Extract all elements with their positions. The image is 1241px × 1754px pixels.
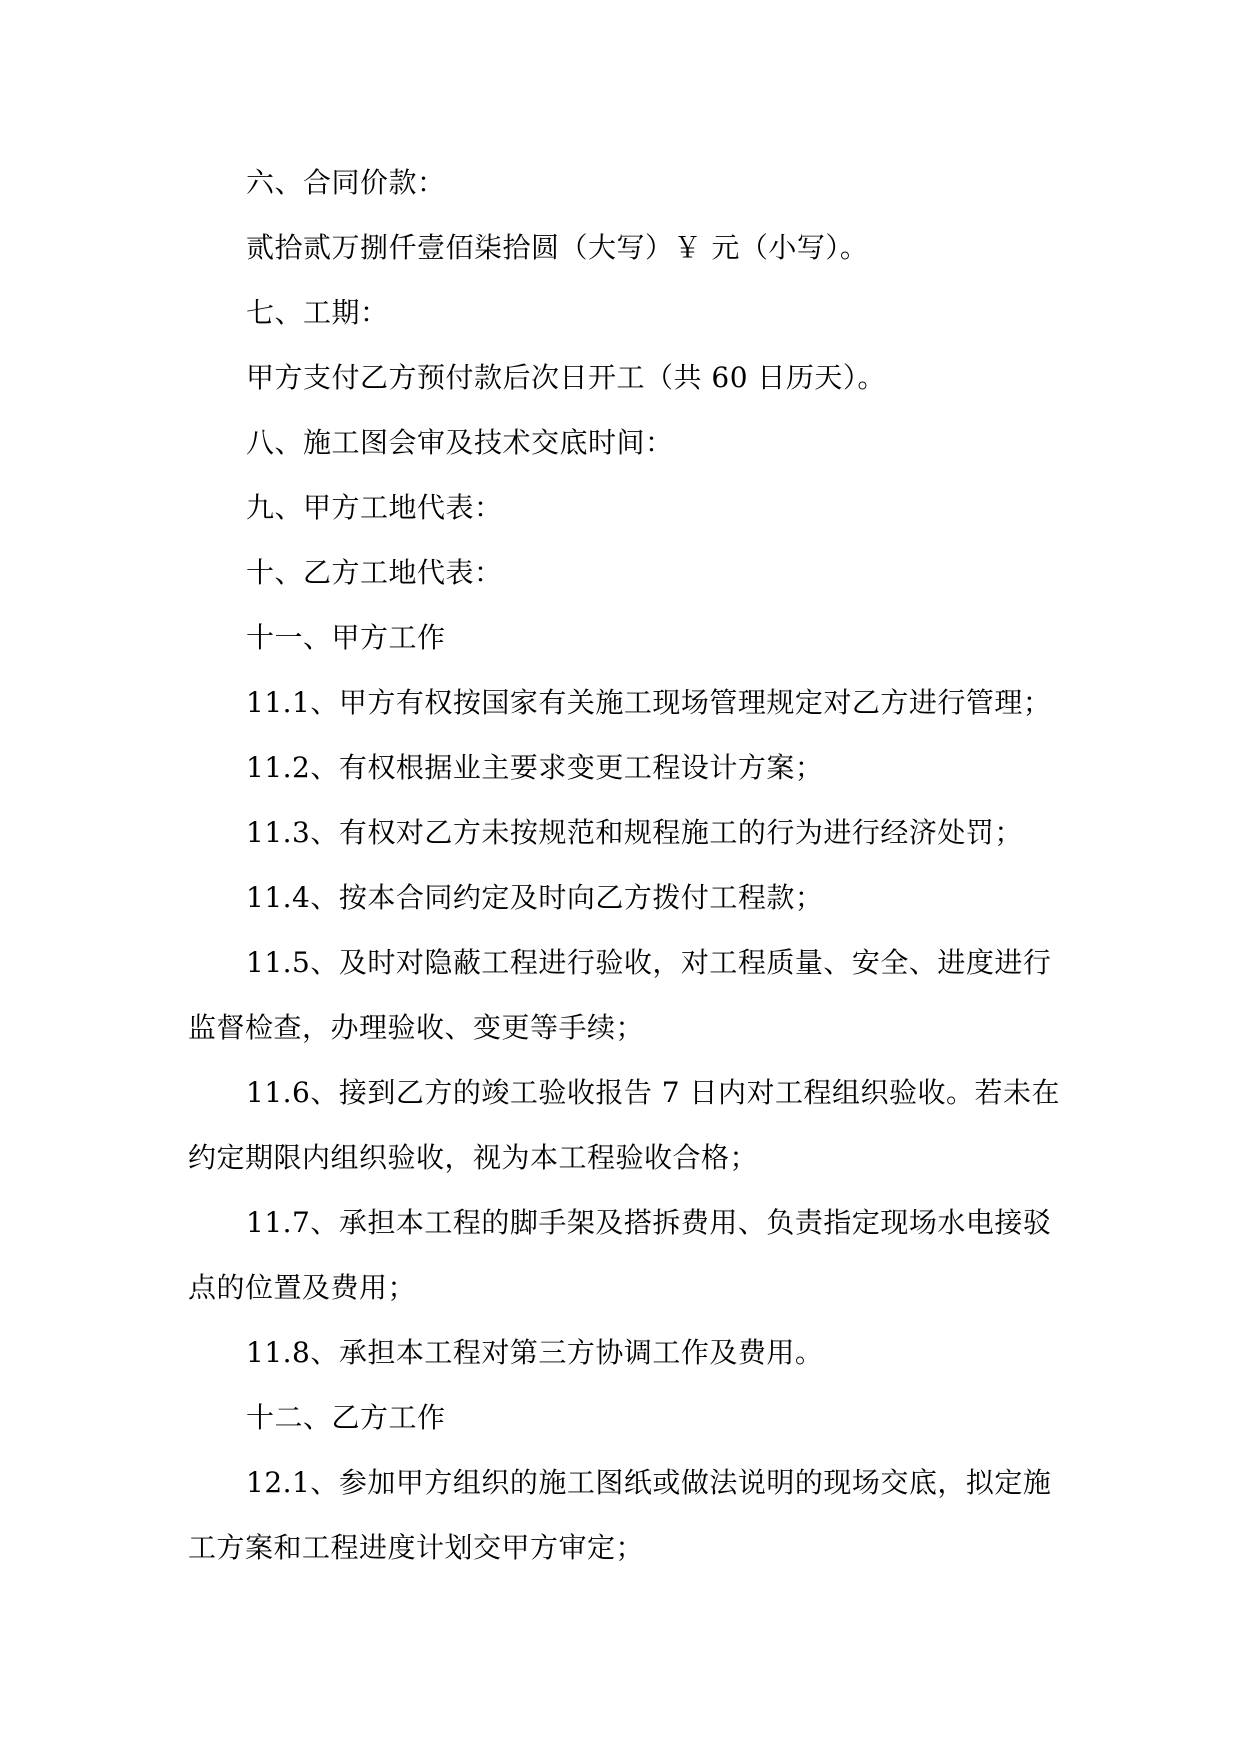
- section-heading-duration: 七、工期：: [246, 296, 389, 329]
- section-heading-drawing-review: 八、施工图会审及技术交底时间：: [246, 426, 674, 459]
- section-heading-party-b-work: 十二、乙方工作: [246, 1401, 446, 1434]
- clause-11-6-continued: 约定期限内组织验收，视为本工程验收合格；: [188, 1141, 759, 1174]
- clause-11-2: 11.2、有权根据业主要求变更工程设计方案；: [246, 751, 824, 784]
- clause-11-4: 11.4、按本合同约定及时向乙方拨付工程款；: [246, 881, 824, 914]
- duration-text: 甲方支付乙方预付款后次日开工（共 60 日历天）。: [246, 361, 886, 394]
- contract-price-amount: 贰拾贰万捌仟壹佰柒拾圆（大写）￥ 元（小写）。: [246, 231, 869, 264]
- clause-11-7: 11.7、承担本工程的脚手架及搭拆费用、负责指定现场水电接驳: [246, 1206, 1052, 1239]
- clause-11-1: 11.1、甲方有权按国家有关施工现场管理规定对乙方进行管理；: [246, 686, 1052, 719]
- clause-12-1: 12.1、参加甲方组织的施工图纸或做法说明的现场交底，拟定施: [246, 1466, 1052, 1499]
- clause-11-7-continued: 点的位置及费用；: [188, 1271, 417, 1304]
- clause-11-5-continued: 监督检查，办理验收、变更等手续；: [188, 1011, 645, 1044]
- document-page: [188, 150, 1068, 1580]
- clause-11-5: 11.5、及时对隐蔽工程进行验收，对工程质量、安全、进度进行: [246, 946, 1052, 979]
- clause-11-3: 11.3、有权对乙方未按规范和规程施工的行为进行经济处罚；: [246, 816, 1023, 849]
- section-heading-party-b-rep: 十、乙方工地代表：: [246, 556, 503, 589]
- clause-11-8: 11.8、承担本工程对第三方协调工作及费用。: [246, 1336, 824, 1369]
- section-heading-party-a-work: 十一、甲方工作: [246, 621, 446, 654]
- section-heading-party-a-rep: 九、甲方工地代表：: [246, 491, 503, 524]
- clause-12-1-continued: 工方案和工程进度计划交甲方审定；: [188, 1531, 645, 1564]
- section-heading-contract-price: 六、合同价款：: [246, 166, 446, 199]
- clause-11-6: 11.6、接到乙方的竣工验收报告 7 日内对工程组织验收。若未在: [246, 1076, 1060, 1109]
